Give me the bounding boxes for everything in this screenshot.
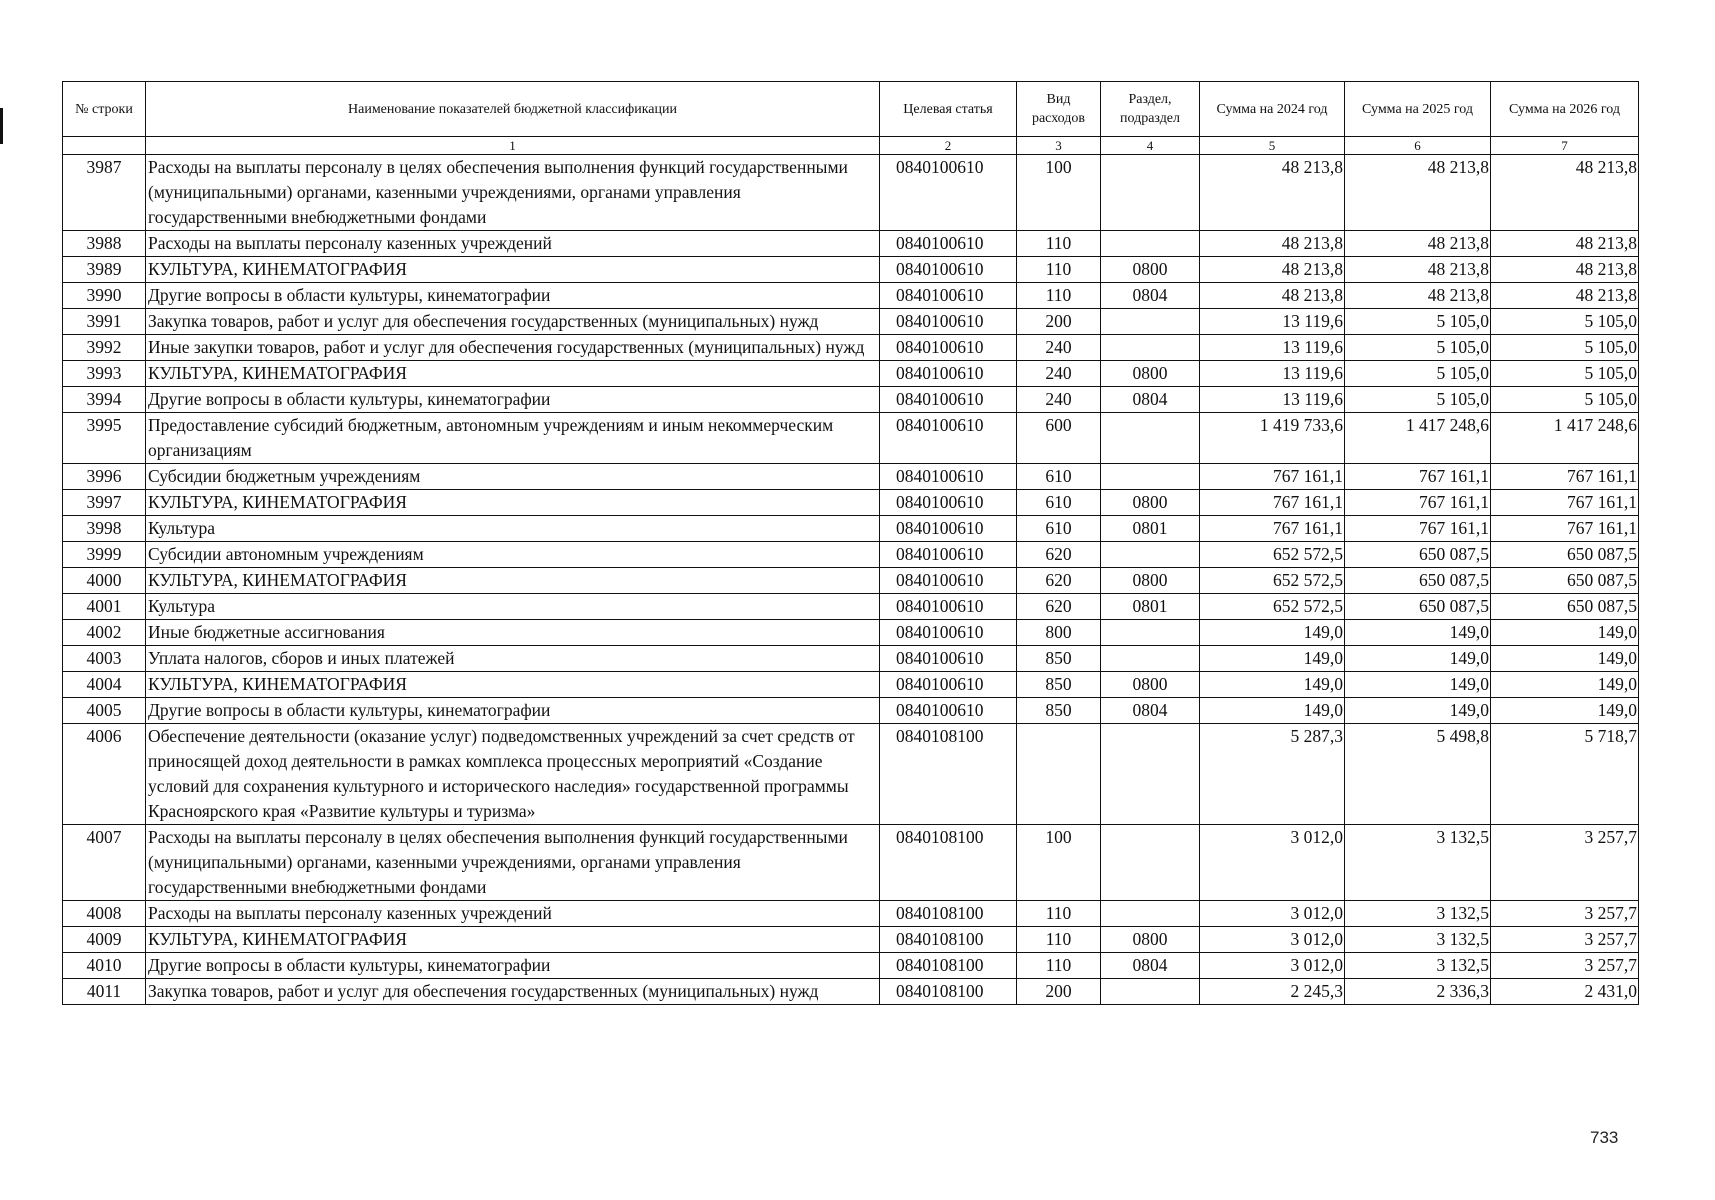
row-sum-2025: 650 087,5 xyxy=(1345,568,1491,594)
row-expense-type: 240 xyxy=(1017,361,1101,387)
row-number: 3990 xyxy=(63,283,146,309)
row-sum-2025: 5 105,0 xyxy=(1345,361,1491,387)
header-section: Раздел, подраздел xyxy=(1101,82,1200,137)
row-expense-type: 110 xyxy=(1017,927,1101,953)
column-number: 5 xyxy=(1200,137,1345,155)
table-row xyxy=(63,542,1639,568)
row-sum-2024: 5 287,3 xyxy=(1200,724,1345,825)
table-row xyxy=(63,387,1639,413)
row-section: 0801 xyxy=(1101,516,1200,542)
row-target-article: 0840108100 xyxy=(880,724,1017,825)
row-target-article: 0840100610 xyxy=(880,594,1017,620)
row-sum-2024: 3 012,0 xyxy=(1200,927,1345,953)
row-section xyxy=(1101,231,1200,257)
row-sum-2024: 48 213,8 xyxy=(1200,257,1345,283)
row-target-article: 0840100610 xyxy=(880,620,1017,646)
row-name: Уплата налогов, сборов и иных платежей xyxy=(146,646,880,672)
row-expense-type: 610 xyxy=(1017,490,1101,516)
table-row xyxy=(63,361,1639,387)
row-number: 3996 xyxy=(63,464,146,490)
row-name: КУЛЬТУРА, КИНЕМАТОГРАФИЯ xyxy=(146,927,880,953)
row-section: 0804 xyxy=(1101,283,1200,309)
row-name: КУЛЬТУРА, КИНЕМАТОГРАФИЯ xyxy=(146,361,880,387)
row-sum-2025: 149,0 xyxy=(1345,672,1491,698)
header-name: Наименование показателей бюджетной классификации xyxy=(146,82,880,137)
table-row xyxy=(63,825,1639,901)
row-number: 3994 xyxy=(63,387,146,413)
row-sum-2026: 650 087,5 xyxy=(1491,594,1639,620)
row-sum-2025: 2 336,3 xyxy=(1345,979,1491,1005)
row-sum-2025: 149,0 xyxy=(1345,620,1491,646)
row-sum-2025: 3 132,5 xyxy=(1345,927,1491,953)
row-name: Закупка товаров, работ и услуг для обеспечения государственных (муниципальных) нужд xyxy=(146,309,880,335)
row-expense-type xyxy=(1017,724,1101,825)
row-sum-2026: 149,0 xyxy=(1491,620,1639,646)
row-sum-2025: 5 105,0 xyxy=(1345,335,1491,361)
table-row xyxy=(63,155,1639,231)
row-target-article: 0840100610 xyxy=(880,646,1017,672)
row-sum-2024: 652 572,5 xyxy=(1200,542,1345,568)
row-section: 0800 xyxy=(1101,927,1200,953)
row-section: 0804 xyxy=(1101,387,1200,413)
row-name: Расходы на выплаты персоналу казенных учреждений xyxy=(146,901,880,927)
row-number: 3995 xyxy=(63,413,146,464)
row-sum-2025: 5 498,8 xyxy=(1345,724,1491,825)
row-target-article: 0840100610 xyxy=(880,490,1017,516)
row-target-article: 0840100610 xyxy=(880,361,1017,387)
table-row xyxy=(63,594,1639,620)
row-sum-2025: 48 213,8 xyxy=(1345,231,1491,257)
row-number: 4000 xyxy=(63,568,146,594)
row-section xyxy=(1101,620,1200,646)
row-target-article: 0840100610 xyxy=(880,542,1017,568)
row-sum-2026: 48 213,8 xyxy=(1491,155,1639,231)
row-target-article: 0840108100 xyxy=(880,927,1017,953)
row-name: Другие вопросы в области культуры, кинематографии xyxy=(146,387,880,413)
row-sum-2025: 3 132,5 xyxy=(1345,825,1491,901)
table-row xyxy=(63,568,1639,594)
row-name: Расходы на выплаты персоналу в целях обеспечения выполнения функций государственными (муниципальными) органами, казенными учреждениями, органами управления государственными внебюджетными фондами xyxy=(146,825,880,901)
margin-mark xyxy=(0,108,3,144)
row-sum-2026: 650 087,5 xyxy=(1491,542,1639,568)
row-sum-2024: 1 419 733,6 xyxy=(1200,413,1345,464)
row-sum-2026: 149,0 xyxy=(1491,698,1639,724)
row-sum-2024: 652 572,5 xyxy=(1200,594,1345,620)
row-number: 4010 xyxy=(63,953,146,979)
row-number: 3992 xyxy=(63,335,146,361)
row-sum-2026: 48 213,8 xyxy=(1491,257,1639,283)
row-expense-type: 620 xyxy=(1017,568,1101,594)
row-sum-2025: 650 087,5 xyxy=(1345,542,1491,568)
row-name: Закупка товаров, работ и услуг для обеспечения государственных (муниципальных) нужд xyxy=(146,979,880,1005)
row-number: 4005 xyxy=(63,698,146,724)
row-section xyxy=(1101,542,1200,568)
row-sum-2026: 48 213,8 xyxy=(1491,231,1639,257)
row-number: 4006 xyxy=(63,724,146,825)
row-sum-2026: 149,0 xyxy=(1491,672,1639,698)
row-sum-2026: 3 257,7 xyxy=(1491,825,1639,901)
row-expense-type: 610 xyxy=(1017,464,1101,490)
header-row-no: № строки xyxy=(63,82,146,137)
row-sum-2026: 767 161,1 xyxy=(1491,464,1639,490)
row-name: Иные бюджетные ассигнования xyxy=(146,620,880,646)
table-row xyxy=(63,953,1639,979)
row-sum-2025: 149,0 xyxy=(1345,698,1491,724)
row-expense-type: 850 xyxy=(1017,698,1101,724)
table-row xyxy=(63,257,1639,283)
row-section xyxy=(1101,155,1200,231)
row-name: Расходы на выплаты персоналу казенных учреждений xyxy=(146,231,880,257)
budget-table xyxy=(62,81,1639,1005)
row-expense-type: 200 xyxy=(1017,979,1101,1005)
row-section xyxy=(1101,413,1200,464)
row-sum-2026: 3 257,7 xyxy=(1491,927,1639,953)
row-number: 3989 xyxy=(63,257,146,283)
row-sum-2026: 5 105,0 xyxy=(1491,309,1639,335)
row-name: Другие вопросы в области культуры, кинематографии xyxy=(146,283,880,309)
header-target: Целевая статья xyxy=(880,82,1017,137)
table-row xyxy=(63,672,1639,698)
row-sum-2025: 3 132,5 xyxy=(1345,901,1491,927)
row-section: 0800 xyxy=(1101,568,1200,594)
row-sum-2024: 3 012,0 xyxy=(1200,901,1345,927)
row-number: 4004 xyxy=(63,672,146,698)
row-expense-type: 240 xyxy=(1017,387,1101,413)
row-name: Субсидии автономным учреждениям xyxy=(146,542,880,568)
row-sum-2025: 1 417 248,6 xyxy=(1345,413,1491,464)
row-number: 4011 xyxy=(63,979,146,1005)
row-section xyxy=(1101,724,1200,825)
row-sum-2026: 5 718,7 xyxy=(1491,724,1639,825)
table-row xyxy=(63,309,1639,335)
row-section: 0804 xyxy=(1101,953,1200,979)
row-sum-2024: 13 119,6 xyxy=(1200,387,1345,413)
row-expense-type: 240 xyxy=(1017,335,1101,361)
row-sum-2024: 767 161,1 xyxy=(1200,464,1345,490)
row-sum-2025: 48 213,8 xyxy=(1345,155,1491,231)
row-number: 4008 xyxy=(63,901,146,927)
row-name: Расходы на выплаты персоналу в целях обеспечения выполнения функций государственными (муниципальными) органами, казенными учреждениями, органами управления государственными внебюджетными фондами xyxy=(146,155,880,231)
column-number: 6 xyxy=(1345,137,1491,155)
row-sum-2024: 13 119,6 xyxy=(1200,361,1345,387)
table-body xyxy=(63,155,1639,1005)
row-sum-2024: 13 119,6 xyxy=(1200,309,1345,335)
row-section xyxy=(1101,646,1200,672)
row-sum-2024: 3 012,0 xyxy=(1200,953,1345,979)
table-row xyxy=(63,516,1639,542)
row-number: 4009 xyxy=(63,927,146,953)
row-target-article: 0840100610 xyxy=(880,464,1017,490)
column-numbers-row xyxy=(63,137,1639,155)
row-name: Обеспечение деятельности (оказание услуг) подведомственных учреждений за счет средств от приносящей доход деятельности в рамках комплекса процессных мероприятий «Создание условий для сохранения культурного и исторического наследия» государственной программы Красноярского края «Развитие культуры и туризма» xyxy=(146,724,880,825)
row-expense-type: 110 xyxy=(1017,901,1101,927)
row-target-article: 0840108100 xyxy=(880,979,1017,1005)
row-sum-2024: 149,0 xyxy=(1200,698,1345,724)
table-row xyxy=(63,464,1639,490)
row-sum-2024: 149,0 xyxy=(1200,646,1345,672)
row-sum-2024: 767 161,1 xyxy=(1200,516,1345,542)
row-name: Культура xyxy=(146,516,880,542)
column-number: 3 xyxy=(1017,137,1101,155)
row-target-article: 0840100610 xyxy=(880,335,1017,361)
row-sum-2025: 767 161,1 xyxy=(1345,464,1491,490)
row-sum-2025: 767 161,1 xyxy=(1345,490,1491,516)
row-sum-2026: 5 105,0 xyxy=(1491,387,1639,413)
row-number: 3999 xyxy=(63,542,146,568)
table-row xyxy=(63,698,1639,724)
row-target-article: 0840100610 xyxy=(880,309,1017,335)
row-sum-2026: 3 257,7 xyxy=(1491,901,1639,927)
table-row xyxy=(63,490,1639,516)
page-number: 733 xyxy=(1590,1128,1619,1147)
row-target-article: 0840108100 xyxy=(880,953,1017,979)
row-target-article: 0840100610 xyxy=(880,155,1017,231)
row-number: 3991 xyxy=(63,309,146,335)
table-row xyxy=(63,335,1639,361)
row-sum-2025: 5 105,0 xyxy=(1345,387,1491,413)
row-name: КУЛЬТУРА, КИНЕМАТОГРАФИЯ xyxy=(146,490,880,516)
row-sum-2024: 149,0 xyxy=(1200,620,1345,646)
table-row xyxy=(63,283,1639,309)
row-sum-2025: 650 087,5 xyxy=(1345,594,1491,620)
table-row xyxy=(63,646,1639,672)
row-expense-type: 620 xyxy=(1017,594,1101,620)
row-target-article: 0840100610 xyxy=(880,672,1017,698)
row-sum-2026: 767 161,1 xyxy=(1491,490,1639,516)
row-name: Субсидии бюджетным учреждениям xyxy=(146,464,880,490)
row-section: 0800 xyxy=(1101,490,1200,516)
row-number: 4003 xyxy=(63,646,146,672)
row-expense-type: 800 xyxy=(1017,620,1101,646)
row-target-article: 0840100610 xyxy=(880,283,1017,309)
table-row xyxy=(63,231,1639,257)
row-name: КУЛЬТУРА, КИНЕМАТОГРАФИЯ xyxy=(146,672,880,698)
row-section xyxy=(1101,464,1200,490)
row-expense-type: 620 xyxy=(1017,542,1101,568)
row-sum-2026: 1 417 248,6 xyxy=(1491,413,1639,464)
row-sum-2024: 48 213,8 xyxy=(1200,283,1345,309)
row-sum-2025: 3 132,5 xyxy=(1345,953,1491,979)
row-section: 0800 xyxy=(1101,361,1200,387)
row-sum-2026: 48 213,8 xyxy=(1491,283,1639,309)
table-row xyxy=(63,724,1639,825)
header-sum-2025: Сумма на 2025 год xyxy=(1345,82,1491,137)
row-sum-2026: 650 087,5 xyxy=(1491,568,1639,594)
row-expense-type: 200 xyxy=(1017,309,1101,335)
row-sum-2026: 5 105,0 xyxy=(1491,361,1639,387)
row-sum-2024: 48 213,8 xyxy=(1200,155,1345,231)
row-expense-type: 110 xyxy=(1017,283,1101,309)
row-sum-2025: 767 161,1 xyxy=(1345,516,1491,542)
row-name: КУЛЬТУРА, КИНЕМАТОГРАФИЯ xyxy=(146,568,880,594)
row-sum-2024: 149,0 xyxy=(1200,672,1345,698)
row-section xyxy=(1101,979,1200,1005)
row-name: Другие вопросы в области культуры, кинематографии xyxy=(146,698,880,724)
row-target-article: 0840108100 xyxy=(880,901,1017,927)
row-expense-type: 850 xyxy=(1017,672,1101,698)
row-sum-2026: 767 161,1 xyxy=(1491,516,1639,542)
row-number: 4002 xyxy=(63,620,146,646)
row-sum-2026: 3 257,7 xyxy=(1491,953,1639,979)
row-number: 3993 xyxy=(63,361,146,387)
row-sum-2025: 48 213,8 xyxy=(1345,257,1491,283)
row-target-article: 0840100610 xyxy=(880,387,1017,413)
table-row xyxy=(63,927,1639,953)
row-target-article: 0840100610 xyxy=(880,231,1017,257)
table-row xyxy=(63,901,1639,927)
row-sum-2026: 5 105,0 xyxy=(1491,335,1639,361)
row-target-article: 0840100610 xyxy=(880,257,1017,283)
table-row xyxy=(63,620,1639,646)
row-expense-type: 110 xyxy=(1017,257,1101,283)
header-row xyxy=(63,82,1639,137)
row-section: 0800 xyxy=(1101,672,1200,698)
row-section xyxy=(1101,335,1200,361)
row-number: 4007 xyxy=(63,825,146,901)
table-row xyxy=(63,979,1639,1005)
row-name: Культура xyxy=(146,594,880,620)
row-sum-2024: 48 213,8 xyxy=(1200,231,1345,257)
row-target-article: 0840100610 xyxy=(880,698,1017,724)
header-sum-2026: Сумма на 2026 год xyxy=(1491,82,1639,137)
row-number: 3988 xyxy=(63,231,146,257)
row-sum-2025: 5 105,0 xyxy=(1345,309,1491,335)
row-expense-type: 850 xyxy=(1017,646,1101,672)
row-section: 0801 xyxy=(1101,594,1200,620)
row-target-article: 0840108100 xyxy=(880,825,1017,901)
row-sum-2024: 652 572,5 xyxy=(1200,568,1345,594)
row-expense-type: 600 xyxy=(1017,413,1101,464)
row-section: 0800 xyxy=(1101,257,1200,283)
row-expense-type: 110 xyxy=(1017,953,1101,979)
row-sum-2025: 149,0 xyxy=(1345,646,1491,672)
row-sum-2024: 13 119,6 xyxy=(1200,335,1345,361)
row-section: 0804 xyxy=(1101,698,1200,724)
row-sum-2024: 767 161,1 xyxy=(1200,490,1345,516)
row-sum-2026: 2 431,0 xyxy=(1491,979,1639,1005)
row-section xyxy=(1101,825,1200,901)
row-number: 3998 xyxy=(63,516,146,542)
table-row xyxy=(63,413,1639,464)
column-number-blank xyxy=(63,137,146,155)
row-sum-2024: 3 012,0 xyxy=(1200,825,1345,901)
column-number: 2 xyxy=(880,137,1017,155)
row-expense-type: 100 xyxy=(1017,155,1101,231)
row-expense-type: 610 xyxy=(1017,516,1101,542)
column-number: 4 xyxy=(1101,137,1200,155)
column-number: 7 xyxy=(1491,137,1639,155)
row-name: Предоставление субсидий бюджетным, автономным учреждениям и иным некоммерческим организациям xyxy=(146,413,880,464)
row-expense-type: 110 xyxy=(1017,231,1101,257)
header-sum-2024: Сумма на 2024 год xyxy=(1200,82,1345,137)
row-section xyxy=(1101,309,1200,335)
row-target-article: 0840100610 xyxy=(880,516,1017,542)
row-expense-type: 100 xyxy=(1017,825,1101,901)
row-number: 4001 xyxy=(63,594,146,620)
row-sum-2026: 149,0 xyxy=(1491,646,1639,672)
header-expense-type: Вид расходов xyxy=(1017,82,1101,137)
row-sum-2025: 48 213,8 xyxy=(1345,283,1491,309)
row-name: КУЛЬТУРА, КИНЕМАТОГРАФИЯ xyxy=(146,257,880,283)
row-name: Иные закупки товаров, работ и услуг для обеспечения государственных (муниципальных) нужд xyxy=(146,335,880,361)
row-number: 3987 xyxy=(63,155,146,231)
row-target-article: 0840100610 xyxy=(880,568,1017,594)
row-name: Другие вопросы в области культуры, кинематографии xyxy=(146,953,880,979)
row-number: 3997 xyxy=(63,490,146,516)
column-number: 1 xyxy=(146,137,880,155)
row-sum-2024: 2 245,3 xyxy=(1200,979,1345,1005)
row-target-article: 0840100610 xyxy=(880,413,1017,464)
row-section xyxy=(1101,901,1200,927)
